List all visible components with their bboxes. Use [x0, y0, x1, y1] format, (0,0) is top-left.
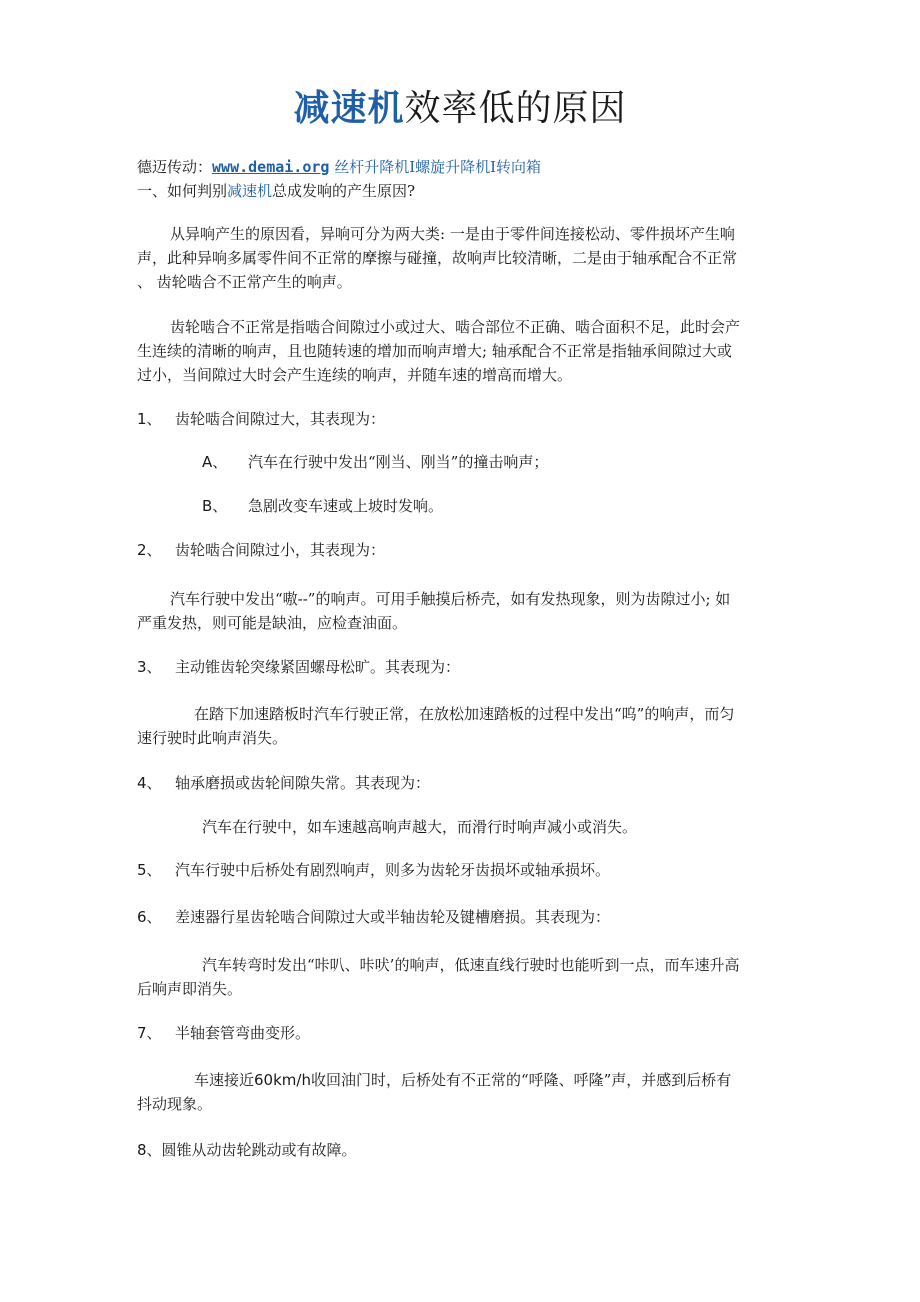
item-7-body-b: 收回油门时，后桥处有不正常的“呼隆、呼隆”声，并感到后桥有: [310, 1071, 732, 1089]
item-7-number: 7、: [137, 1024, 162, 1042]
item-1b-text: 急剧改变车速或上坡时发响。: [248, 497, 444, 515]
item-1-text: 齿轮啮合间隙过大，其表现为：: [175, 410, 386, 428]
header-line: [137, 156, 541, 178]
item-3-number: 3、: [137, 658, 162, 676]
item-7-text: 半轴套管弯曲变形。: [175, 1024, 311, 1042]
page-title: [0, 84, 920, 133]
item-3-text: 主动锥齿轮突缘紧固螺母松旷。其表现为：: [175, 658, 461, 676]
item-1: [137, 408, 385, 430]
item-2-body-line-1: 汽车行驶中发出“嗷--”的响声。可用手触摸后桥壳，如有发热现象，则为齿隙过小; 如: [170, 590, 731, 608]
item-8: [137, 1139, 357, 1161]
item-5: [137, 859, 610, 881]
question-prefix: 一、如何判别: [137, 182, 228, 200]
item-2-body-line-2: 严重发热，则可能是缺油，应检查油面。: [137, 614, 408, 632]
header-prefix: 德迈传动：: [137, 158, 213, 176]
item-1b: [202, 495, 443, 517]
paragraph-2-line-3: 过小，当间隙过大时会产生连续的响声，并随车速的增高而增大。: [137, 366, 573, 384]
question-suffix: 总成发响的产生原因?: [272, 182, 416, 200]
item-4: [137, 772, 430, 794]
item-4-number: 4、: [137, 774, 162, 792]
item-7-speed: 60km/h: [254, 1071, 311, 1089]
item-6-text: 差速器行星齿轮啮合间隙过大或半轴齿轮及键槽磨损。其表现为：: [175, 908, 611, 926]
item-5-text: 汽车行驶中后桥处有剧烈响声，则多为齿轮牙齿损坏或轴承损坏。: [175, 861, 611, 879]
item-7: [137, 1022, 310, 1044]
item-6-body-line-2: 后响声即消失。: [137, 980, 243, 998]
item-8-number: 8、: [137, 1141, 162, 1159]
question-keyword-link[interactable]: 减速机: [227, 182, 273, 200]
item-4-body-line-1: 汽车在行驶中，如车速越高响声越大，而滑行时响声减小或消失。: [202, 818, 638, 836]
website-link[interactable]: www.demai.org: [212, 158, 330, 176]
item-1b-label: B、: [202, 497, 228, 515]
item-3-body-line-1: 在踏下加速踏板时汽车行驶正常，在放松加速踏板的过程中发出“呜”的响声，而匀: [194, 705, 735, 723]
item-6: [137, 906, 610, 928]
paragraph-2-line-2: 生连续的清晰的响声，且也随转速的增加而响声增大; 轴承配合不正常是指轴承间隙过大或: [137, 342, 732, 360]
product-links[interactable]: 丝杆升降机I螺旋升降机I转向箱: [334, 158, 542, 176]
item-6-body-line-1: 汽车转弯时发出“咔叭、咔吠’的响声，低速直线行驶时也能听到一点，而车速升高: [202, 956, 740, 974]
item-5-number: 5、: [137, 861, 162, 879]
item-4-text: 轴承磨损或齿轮间隙失常。其表现为：: [175, 774, 431, 792]
item-6-number: 6、: [137, 908, 162, 926]
item-1-number: 1、: [137, 410, 162, 428]
item-1a: [202, 451, 548, 473]
item-8-text: 圆锥从动齿轮跳动或有故障。: [161, 1141, 357, 1159]
item-2-text: 齿轮啮合间隙过小，其表现为：: [175, 541, 386, 559]
question-heading: [137, 180, 415, 202]
title-keyword: 减速机: [293, 87, 405, 129]
item-7-body-line-1: [194, 1069, 731, 1091]
paragraph-2-line-1: 齿轮啮合不正常是指啮合间隙过小或过大、啮合部位不正确、啮合面积不足，此时会产: [170, 318, 741, 336]
item-3-body-line-2: 速行驶时此响声消失。: [137, 729, 288, 747]
paragraph-1-line-2: 声，此种异响多属零件间不正常的摩擦与碰撞，故响声比较清晰，二是由于轴承配合不正常: [137, 249, 738, 267]
item-3: [137, 656, 460, 678]
item-2: [137, 539, 385, 561]
item-7-body-line-2: 抖动现象。: [137, 1095, 213, 1113]
paragraph-1-line-1: 从异响产生的原因看，异响可分为两大类: 一是由于零件间连接松动、零件损坏产生响: [170, 225, 735, 243]
title-rest: 效率低的原因: [404, 88, 627, 129]
paragraph-1-line-3: 、 齿轮啮合不正常产生的响声。: [137, 273, 352, 291]
item-2-number: 2、: [137, 541, 162, 559]
item-1a-label: A、: [202, 453, 228, 471]
item-7-body-a: 车速接近: [194, 1071, 255, 1089]
item-1a-text: 汽车在行驶中发出“刚当、刚当”的撞击响声；: [248, 453, 549, 471]
